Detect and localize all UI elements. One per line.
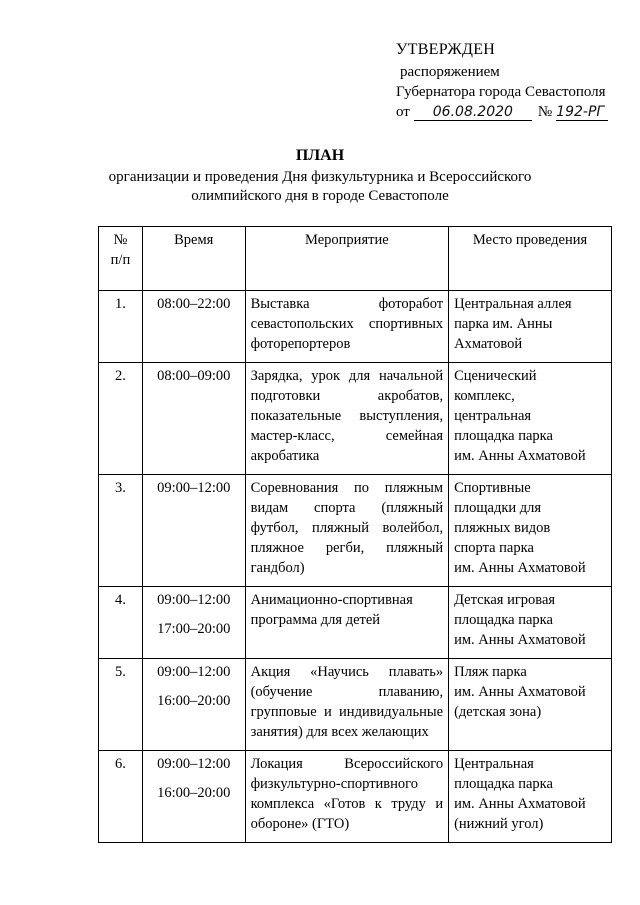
header-num-line1: № bbox=[113, 232, 128, 248]
row-time-2: 16:00–20:00 bbox=[157, 785, 231, 801]
place-line: Спортивные bbox=[454, 480, 531, 496]
row-time bbox=[142, 659, 245, 751]
table-header-row bbox=[99, 227, 612, 291]
row-place bbox=[449, 475, 612, 587]
row-time-1: 08:00–22:00 bbox=[157, 296, 231, 312]
row-num: 6. bbox=[99, 751, 143, 843]
number-label: № bbox=[537, 104, 553, 120]
row-num: 4. bbox=[99, 587, 143, 659]
place-line: спорта парка bbox=[454, 540, 534, 556]
place-line: площадка парка bbox=[454, 776, 553, 792]
plan-table bbox=[98, 226, 612, 843]
row-num: 5. bbox=[99, 659, 143, 751]
row-time-1: 08:00–09:00 bbox=[157, 368, 231, 384]
place-line: комплекс, bbox=[454, 388, 515, 404]
row-place bbox=[449, 587, 612, 659]
row-event: Акция «Научись плавать» (обучение плаванию, групповые и индивидуальные занятия) для всех желающих bbox=[245, 659, 449, 751]
header-num-line2: п/п bbox=[110, 252, 131, 268]
header-place: Место проведения bbox=[449, 227, 612, 291]
row-place bbox=[449, 659, 612, 751]
table-row bbox=[99, 659, 612, 751]
row-time bbox=[142, 587, 245, 659]
table-row bbox=[99, 291, 612, 363]
row-place bbox=[449, 291, 612, 363]
place-line: парка им. Анны bbox=[454, 316, 553, 332]
row-place bbox=[449, 751, 612, 843]
place-line: Ахматовой bbox=[454, 336, 523, 352]
plan-heading bbox=[0, 146, 640, 206]
approval-line-order: распоряжением bbox=[400, 64, 500, 80]
row-time bbox=[142, 475, 245, 587]
table-row bbox=[99, 587, 612, 659]
plan-title: ПЛАН bbox=[295, 147, 345, 164]
header-event: Мероприятие bbox=[245, 227, 449, 291]
row-time-1: 09:00–12:00 bbox=[157, 480, 231, 496]
approval-title: УТВЕРЖДЕН bbox=[396, 41, 496, 58]
row-event: Соревнования по пляжным видам спорта (пляжный футбол, пляжный волейбол, пляжное регби, пляжный гандбол) bbox=[245, 475, 449, 587]
header-num bbox=[99, 227, 143, 291]
place-line: площадка парка bbox=[454, 428, 553, 444]
plan-subtitle-line1: организации и проведения Дня физкультурника и Всероссийского bbox=[108, 169, 532, 185]
order-number: 192-РГ bbox=[556, 104, 608, 121]
row-num: 2. bbox=[99, 363, 143, 475]
place-line: им. Анны Ахматовой bbox=[454, 448, 586, 464]
table-row bbox=[99, 363, 612, 475]
place-line: Сценический bbox=[454, 368, 537, 384]
row-time-1: 09:00–12:00 bbox=[157, 592, 231, 608]
row-time bbox=[142, 363, 245, 475]
row-num: 3. bbox=[99, 475, 143, 587]
place-line: Центральная bbox=[454, 756, 534, 772]
place-line: им. Анны Ахматовой bbox=[454, 684, 586, 700]
place-line: Центральная аллея bbox=[454, 296, 572, 312]
place-line: (нижний угол) bbox=[454, 816, 544, 832]
place-line: им. Анны Ахматовой bbox=[454, 632, 586, 648]
row-event: Локация Всероссийского физкультурно-спортивного комплекса «Готов к труду и обороне» (ГТО) bbox=[245, 751, 449, 843]
row-time-1: 09:00–12:00 bbox=[157, 664, 231, 680]
place-line: им. Анны Ахматовой bbox=[454, 796, 586, 812]
plan-subtitle-line2: олимпийского дня в городе Севастополе bbox=[191, 188, 449, 204]
place-line: (детская зона) bbox=[454, 704, 542, 720]
row-time bbox=[142, 751, 245, 843]
row-num: 1. bbox=[99, 291, 143, 363]
approval-date-line bbox=[396, 102, 608, 122]
row-place bbox=[449, 363, 612, 475]
place-line: центральная bbox=[454, 408, 532, 424]
table-row bbox=[99, 475, 612, 587]
place-line: площадка парка bbox=[454, 612, 553, 628]
place-line: пляжных видов bbox=[454, 520, 551, 536]
row-time-2: 16:00–20:00 bbox=[157, 693, 231, 709]
header-time: Время bbox=[142, 227, 245, 291]
place-line: им. Анны Ахматовой bbox=[454, 560, 586, 576]
place-line: Пляж парка bbox=[454, 664, 527, 680]
row-event: Зарядка, урок для начальной подготовки акробатов, показательные выступления, мастер-класс, семейная акробатика bbox=[245, 363, 449, 475]
row-event: Анимационно-спортивная программа для детей bbox=[245, 587, 449, 659]
row-time bbox=[142, 291, 245, 363]
approval-line-governor: Губернатора города Севастополя bbox=[396, 84, 606, 100]
approval-block bbox=[396, 40, 608, 122]
from-label: от bbox=[396, 104, 410, 120]
row-time-2: 17:00–20:00 bbox=[157, 621, 231, 637]
place-line: Детская игровая bbox=[454, 592, 556, 608]
table-row bbox=[99, 751, 612, 843]
order-date: 06.08.2020 bbox=[414, 104, 532, 121]
row-time-1: 09:00–12:00 bbox=[157, 756, 231, 772]
place-line: площадки для bbox=[454, 500, 542, 516]
row-event: Выставка фоторабот севастопольских спортивных фоторепортеров bbox=[245, 291, 449, 363]
